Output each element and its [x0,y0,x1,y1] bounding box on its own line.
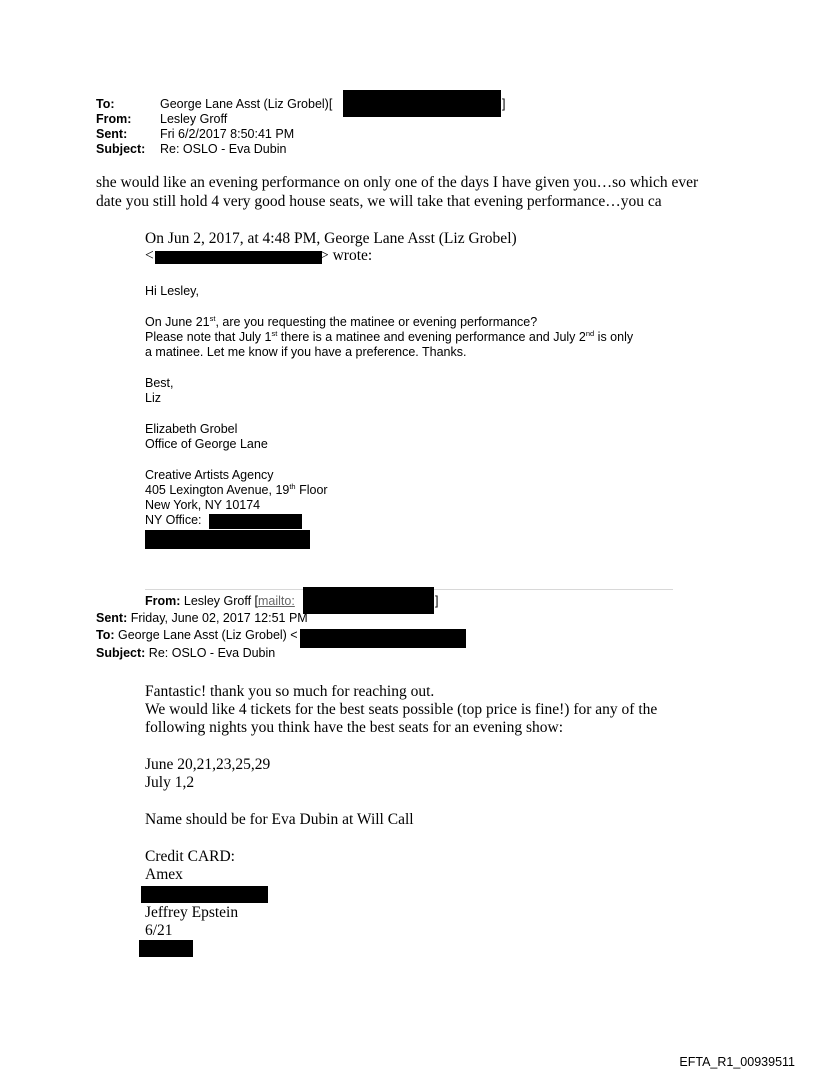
signature-office: Office of George Lane [145,437,268,451]
redaction-bar [141,886,268,903]
forwarded-sent-line: Sent: Friday, June 02, 2017 12:51 PM [96,611,308,625]
quoted-intro-line-1: On Jun 2, 2017, at 4:48 PM, George Lane Asst (Liz Grobel) [145,230,517,247]
redaction-bar [155,251,322,264]
to-value: George Lane Asst (Liz Grobel)[ [160,97,333,111]
signature-city: New York, NY 10174 [145,498,261,512]
redaction-bar [145,530,310,549]
quoted-paragraph-line-1: On June 21st, are you requesting the matinee or evening performance? [145,313,538,329]
redaction-bar [139,940,193,957]
quoted-greeting: Hi Lesley, [145,284,199,298]
sent-label: Sent: [96,127,128,141]
credit-card-name: Jeffrey Epstein [145,904,239,921]
credit-card-label: Credit CARD: [145,848,235,865]
redaction-bar [300,629,466,648]
dates-june: June 20,21,23,25,29 [145,756,271,773]
signature-address: 405 Lexington Avenue, 19th Floor [145,481,328,497]
forwarded-subject-line: Subject: Re: OSLO - Eva Dubin [96,646,276,660]
quoted-signoff: Best, [145,376,174,390]
quoted-intro-wrote: > wrote: [320,247,373,264]
from-value: Lesley Groff [160,112,228,126]
quoted-signoff-name: Liz [145,391,161,405]
forwarded-to-line: To: George Lane Asst (Liz Grobel) < [96,628,298,642]
subject-value: Re: OSLO - Eva Dubin [160,142,287,156]
credit-card-type: Amex [145,866,183,883]
quoted-paragraph-line-3: a matinee. Let me know if you have a preference. Thanks. [145,345,467,359]
signature-name: Elizabeth Grobel [145,422,238,436]
redaction-bar [209,514,302,529]
quoted-paragraph-line-2: Please note that July 1st there is a matinee and evening performance and July 2nd is only [145,328,634,344]
signature-phone-label: NY Office: [145,513,202,527]
original-line-3: following nights you think have the best seats for an evening show: [145,719,564,736]
redaction-bar [343,90,501,117]
dates-july: July 1,2 [145,774,195,791]
sent-value: Fri 6/2/2017 8:50:41 PM [160,127,295,141]
will-call-name-line: Name should be for Eva Dubin at Will Call [145,811,414,828]
quoted-intro-lt: < [145,247,154,264]
subject-label: Subject: [96,142,146,156]
document-id: EFTA_R1_00939511 [679,1055,795,1069]
reply-line-1: she would like an evening performance on only one of the days I have given you…so which ever [96,174,699,191]
mailto-link[interactable]: mailto: [258,594,295,608]
credit-card-expiry: 6/21 [145,922,173,939]
to-bracket-end: ] [502,97,506,111]
to-label: To: [96,97,115,111]
forwarded-from-line: From: Lesley Groff [mailto: [145,594,295,608]
redaction-bar [303,587,434,614]
signature-company: Creative Artists Agency [145,468,274,482]
original-line-1: Fantastic! thank you so much for reaching out. [145,683,435,700]
original-line-2: We would like 4 tickets for the best seats possible (top price is fine!) for any of the [145,701,658,718]
from-label: From: [96,112,132,126]
forwarded-from-end: ] [435,594,439,608]
reply-line-2: date you still hold 4 very good house seats, we will take that evening performance…you ca [96,193,662,210]
